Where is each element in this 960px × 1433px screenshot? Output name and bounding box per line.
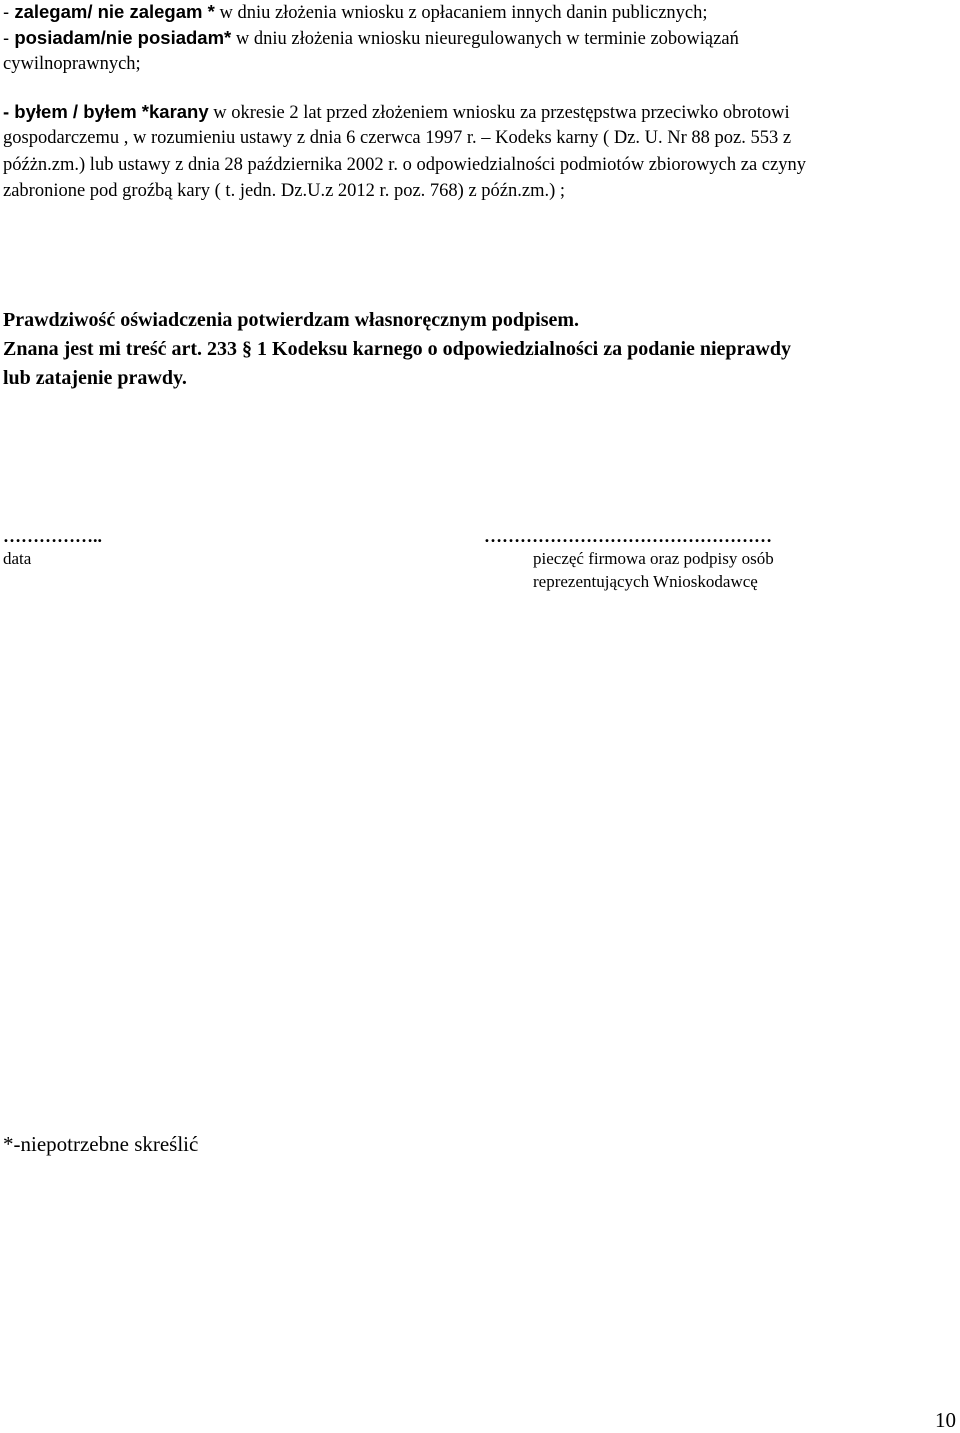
tax-arrears-option: zalegam/ nie zalegam * <box>14 1 215 22</box>
seal-dotted-line: ………………………………………… <box>484 526 772 546</box>
declaration-line-1: Prawdziwość oświadczenia potwierdzam własnoręcznym podpisem. <box>3 309 580 331</box>
date-dotted-line: …………….. <box>3 526 102 546</box>
tax-arrears-text: w dniu złożenia wniosku z opłacaniem innych danin publicznych; <box>214 3 708 23</box>
liabilities-line-continued: cywilnoprawnych; <box>3 54 141 74</box>
penalty-option: - byłem / byłem *karany <box>3 101 209 122</box>
liabilities-line <box>3 27 739 50</box>
liabilities-option: posiadam/nie posiadam* <box>14 27 232 48</box>
penalty-line-1 <box>3 101 790 124</box>
penalty-line-2: gospodarczemu , w rozumieniu ustawy z dnia 6 czerwca 1997 r. – Kodeks karny ( Dz. U. Nr 88 poz. 553 z <box>3 128 792 148</box>
penalty-text: w okresie 2 lat przed złożeniem wniosku za przestępstwa przeciwko obrotowi <box>208 103 790 123</box>
liabilities-text: w dniu złożenia wniosku nieuregulowanych w terminie zobowiązań <box>231 29 739 49</box>
footnote: *-niepotrzebne skreślić <box>3 1132 199 1156</box>
list-dash: - <box>3 27 15 48</box>
penalty-line-4: zabronione pod groźbą kary ( t. jedn. Dz.U.z 2012 r. poz. 768) z późn.zm.) ; <box>3 181 566 201</box>
seal-label-line-1: pieczęć firmowa oraz podpisy osób <box>533 549 774 568</box>
penalty-line-3: późżn.zm.) lub ustawy z dnia 28 października 2002 r. o odpowiedzialności podmiotów zbiorowych za czyny <box>3 155 806 175</box>
page-number: 10 <box>935 1408 956 1432</box>
seal-label-line-2: reprezentujących Wnioskodawcę <box>533 572 758 591</box>
tax-arrears-line <box>3 1 708 24</box>
declaration-line-2: Znana jest mi treść art. 233 § 1 Kodeksu karnego o odpowiedzialności za podanie nieprawdy <box>3 338 791 360</box>
date-label: data <box>3 549 32 568</box>
truth-declaration <box>3 306 958 393</box>
list-dash: - <box>3 1 15 22</box>
declaration-line-3: lub zatajenie prawdy. <box>3 367 187 389</box>
